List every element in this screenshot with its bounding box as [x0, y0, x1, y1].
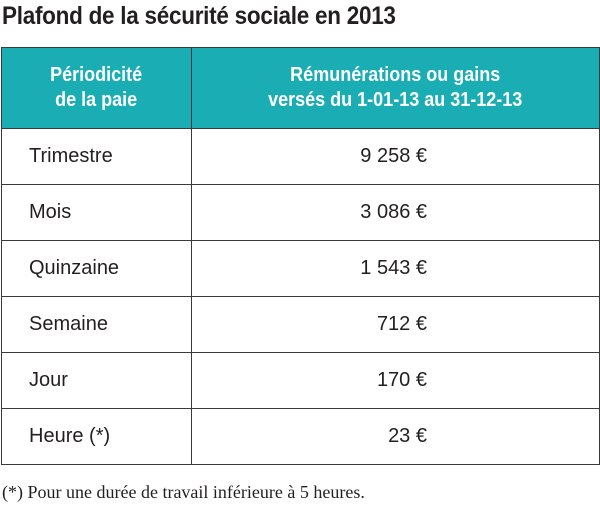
amount-cell: 3 086 €: [192, 185, 600, 241]
amount-cell: 23 €: [192, 409, 600, 465]
table-row: [2, 185, 600, 241]
table-header-row: [2, 48, 600, 129]
header-remuneration-line2: versés du 1-01-13 au 31-12-13: [268, 89, 523, 111]
table-row: [2, 241, 600, 297]
period-cell: Semaine: [2, 297, 192, 353]
period-cell: Heure (*): [2, 409, 192, 465]
header-periodicity: [2, 48, 192, 129]
period-cell: Jour: [2, 353, 192, 409]
header-periodicity-line1: Périodicité: [50, 64, 143, 86]
amount-cell: 1 543 €: [192, 241, 600, 297]
header-periodicity-line2: de la paie: [55, 89, 138, 111]
amount-cell: 170 €: [192, 353, 600, 409]
table-row: [2, 297, 600, 353]
period-cell: Trimestre: [2, 129, 192, 185]
footnote: (*) Pour une durée de travail inférieure à 5 heures.: [2, 482, 365, 502]
header-remuneration: [192, 48, 600, 129]
page-title: Plafond de la sécurité sociale en 2013: [2, 2, 396, 30]
table-row: [2, 409, 600, 465]
table-row: [2, 129, 600, 185]
header-remuneration-line1: Rémunérations ou gains: [290, 64, 501, 86]
period-cell: Quinzaine: [2, 241, 192, 297]
amount-cell: 9 258 €: [192, 129, 600, 185]
ceiling-table: [1, 47, 600, 465]
period-cell: Mois: [2, 185, 192, 241]
table-row: [2, 353, 600, 409]
amount-cell: 712 €: [192, 297, 600, 353]
